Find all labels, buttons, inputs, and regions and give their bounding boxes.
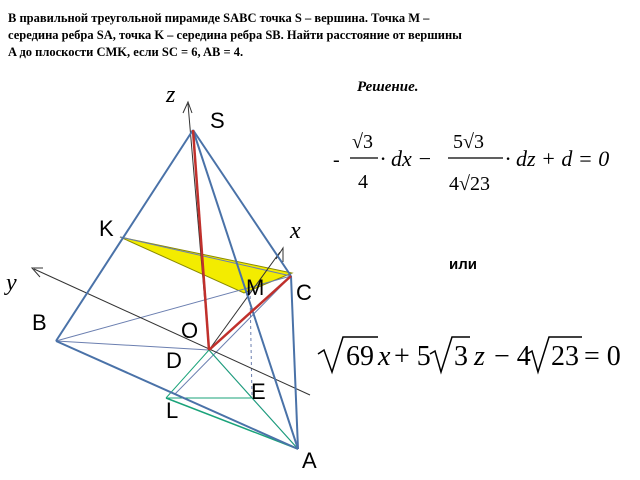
z-axis-arrow [183, 102, 192, 113]
solution-title: Решение. [357, 79, 419, 95]
point-m-label: M [246, 275, 265, 300]
green-line-5 [252, 398, 298, 449]
y-axis-label: y [6, 270, 17, 296]
point-d-label: D [166, 348, 182, 373]
eq2-root1: 69 [346, 341, 374, 372]
eq2-eq: = 0 [584, 341, 621, 372]
edge-sb [56, 130, 193, 341]
equation-2 [318, 337, 621, 372]
eq2-root3: 23 [551, 341, 579, 372]
eq1-dx: · dx − [380, 146, 433, 171]
point-b-label: B [32, 310, 47, 335]
point-a-label: A [302, 448, 317, 473]
equation-1 [333, 131, 609, 195]
eq2-z: z [474, 341, 485, 372]
point-s-label: S [210, 108, 225, 133]
eq2-x: x [378, 341, 391, 372]
green-line-4 [166, 398, 298, 449]
eq1-frac2-den: 4√23 [449, 173, 490, 195]
eq1-frac1-num: √3 [352, 131, 373, 153]
or-label: или [449, 256, 477, 273]
x-axis-label: x [290, 218, 301, 244]
problem-line-1: В правильной треугольной пирамиде SABC точка S – вершина. Точка M – [8, 11, 430, 25]
height-so [193, 130, 209, 350]
z-axis-label: z [166, 82, 176, 108]
eq1-frac1-den: 4 [358, 171, 368, 193]
point-l-label: L [166, 398, 179, 423]
problem-line-3: A до плоскости CMK, если SC = 6, AB = 4. [8, 45, 244, 59]
eq2-root2: 3 [454, 341, 468, 372]
point-e-label: E [251, 379, 266, 404]
green-line-2 [209, 350, 252, 398]
problem-line-2: середина ребра SA, точка K – середина ребра SB. Найти расстояние от вершины [8, 28, 462, 42]
eq2-minus: − 4 [494, 341, 531, 372]
eq2-plus: + 5 [394, 341, 431, 372]
point-k-label: K [99, 216, 114, 241]
eq1-minus: - [333, 149, 340, 171]
edge-sc [193, 130, 291, 276]
y-axis [34, 269, 310, 395]
section-plane-kmc [120, 237, 292, 293]
eq1-frac2-num: 5√3 [453, 131, 484, 153]
point-o-label: O [181, 318, 199, 343]
eq1-dz: · dz + d = 0 [505, 146, 610, 171]
point-c-label: C [296, 280, 312, 305]
